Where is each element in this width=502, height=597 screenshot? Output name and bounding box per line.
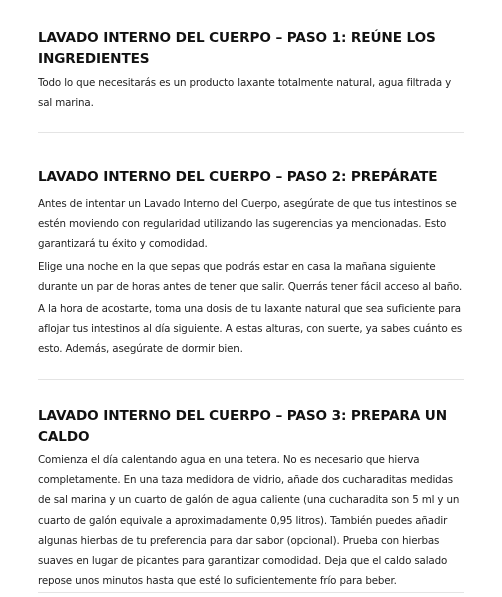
- step-2-heading: LAVADO INTERNO DEL CUERPO – PASO 2: PREPÁRATE: [38, 169, 438, 185]
- section-divider: [38, 379, 464, 380]
- step-2-paragraph-3: A la hora de acostarte, toma una dosis de tu laxante natural que sea suficiente para aflojar tus intestinos al día siguiente. A estas alturas, con suerte, ya sabes cuánto es esto. Además, asegúrate de dormir bien.: [38, 303, 463, 356]
- step-1-paragraph: Todo lo que necesitarás es un producto laxante totalmente natural, agua filtrada y sal marina.: [38, 77, 452, 110]
- step-3-section: [38, 406, 466, 591]
- step-2-section: [38, 167, 466, 362]
- step-2-paragraph-2: Elige una noche en la que sepas que podrás estar en casa la mañana siguiente durante un par de horas antes de tener que salir. Querrás tener fácil acceso al baño.: [38, 260, 463, 293]
- step-3-paragraph: Comienza el día calentando agua en una tetera. No es necesario que hierva completamente. En una taza medidora de vidrio, añade dos cucharaditas medidas de sal marina y un cuarto de galón de agua caliente (una cucharadita son 5 ml y un cuarto de galón equivale a aproximadamente 0,95 litros). También puedes añadir algunas hierbas de tu preferencia para dar sabor (opcional). Prueba con hierbas suaves en lugar de picantes para garantizar comodidad. Deja que el caldo salado repose unos minutos hasta que esté lo suficientemente frío para beber.: [38, 454, 460, 588]
- step-2-paragraph-1: Antes de intentar un Lavado Interno del Cuerpo, asegúrate de que tus intestinos se estén moviendo con regularidad utilizando las sugerencias ya mencionadas. Esto garantizará tu éxito y comodidad.: [38, 198, 457, 251]
- step-1-heading: LAVADO INTERNO DEL CUERPO – PASO 1: REÚNE LOS INGREDIENTES: [38, 30, 436, 67]
- section-divider: [38, 592, 464, 593]
- step-3-heading: LAVADO INTERNO DEL CUERPO – PASO 3: PREPARA UN CALDO: [38, 408, 448, 445]
- step-1-section: [38, 28, 466, 113]
- section-divider: [38, 132, 464, 133]
